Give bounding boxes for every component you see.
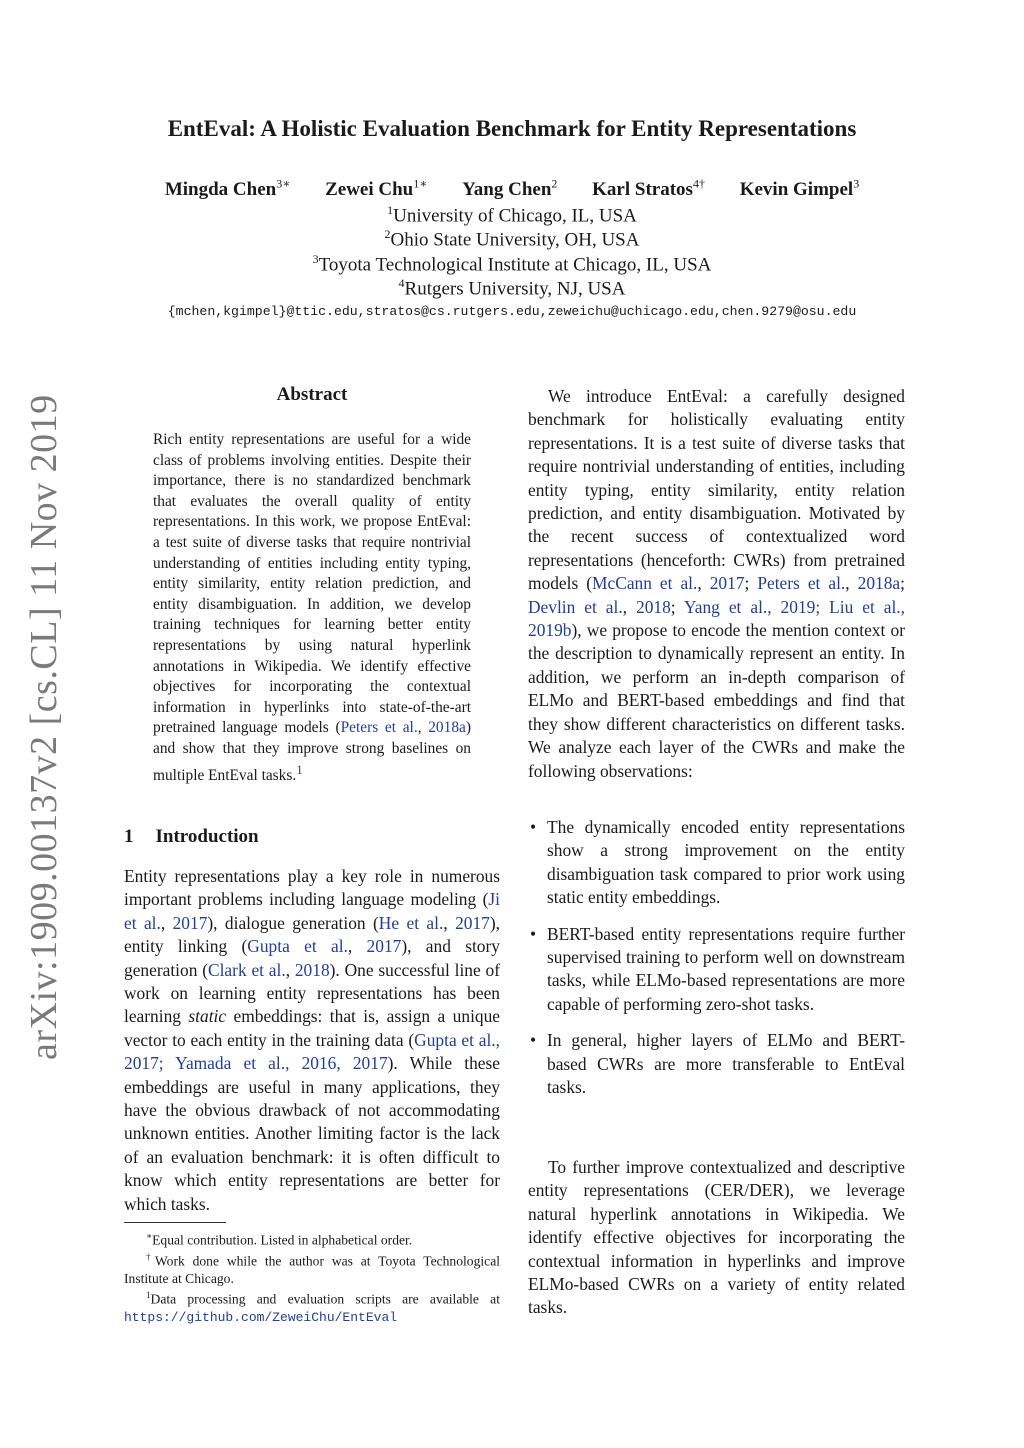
citation-link[interactable]: Peters et al. <box>340 719 418 737</box>
author: Mingda Chen$^{3∗}$ <box>164 177 291 201</box>
footnote-rule <box>124 1222 226 1223</box>
citation-link[interactable]: 2017 <box>709 573 745 594</box>
contribution-paragraph: We introduce EntEval: a carefully designed benchmark for holistically evaluating entity representations. It is a test suite of diverse tasks that require nontrivial understanding of entities, including entity typing, entity similarity, entity relation prediction, and entity disambiguation. Motivated by the recent success of contextualized word representations (henceforth: CWRs) from pretrained models (McCann et al., 2017; Peters et al., 2018a; Devlin et al., 2018; Yang et al., 2019; Liu et al., 2019b), we propose to encode the mention context or the description to dynamically represent an entity. In addition, we perform an in-depth comparison of ELMo and BERT-based embeddings and find that they show different characteristics on different tasks. We analyze each layer of the CWRs and make the following observations: <box>528 386 905 781</box>
citation-link[interactable]: 2017 <box>366 936 402 957</box>
author-emails: {mchen,kgimpel}@ttic.edu,stratos@cs.rutgers.edu,zeweichu@uchicago.edu,chen.9279@osu.edu <box>167 304 857 319</box>
list-item: • In general, higher layers of ELMo and BERT-based CWRs are more transferable to EntEval tasks. <box>530 1030 905 1098</box>
author: Zewei Chu$^{1∗}$ <box>325 177 428 201</box>
footnote-ref[interactable]: 1 <box>296 762 303 777</box>
citation-link[interactable]: 2018a <box>857 573 901 594</box>
footnote: †Work done while the author was at Toyota Technological Institute at Chicago. <box>124 1251 501 1286</box>
citation-link[interactable]: McCann et al. <box>592 573 698 594</box>
section-heading-introduction: 1 Introduction <box>124 826 259 847</box>
affiliation: $^2$Ohio State University, OH, USA <box>384 227 640 251</box>
bullet-icon: • <box>530 923 537 944</box>
citation-link[interactable]: Clark et al. <box>208 959 286 980</box>
citation-link[interactable]: 2018 <box>636 596 671 617</box>
author: Kevin Gimpel$^3$ <box>739 177 860 201</box>
citation-link[interactable]: Gupta et al., 2017; Yamada et al., 2016, 2017 <box>124 1029 500 1074</box>
footnotes <box>124 1228 500 1327</box>
list-item: • BERT-based entity representations require further supervised training to perform well on downstream tasks, while ELMo-based representations are more capable of performing zero-shot tasks. <box>530 923 905 1014</box>
abstract-heading: Abstract <box>276 384 348 405</box>
citation-link[interactable]: 2018 <box>294 959 330 980</box>
citation-link[interactable]: 2018a <box>428 719 466 737</box>
observations-list <box>528 816 905 1112</box>
citation-link[interactable]: Yang et al., 2019; Liu et al., 2019b <box>528 596 905 641</box>
citation-link[interactable]: He et al. <box>378 912 444 933</box>
citation-link[interactable]: Gupta et al. <box>247 936 348 957</box>
citation-link[interactable]: 2017 <box>455 912 490 933</box>
bullet-icon: • <box>530 1030 537 1051</box>
citation-link[interactable]: Devlin et al. <box>528 596 623 617</box>
abstract-body: Rich entity representations are useful for a wide class of problems involving entities. Despite their importance, there is no standardized benchmark that evaluates the overall quality of entity representations. In this work, we propose EntEval: a test suite of diverse tasks that require nontrivial understanding of entities including entity typing, entity similarity, entity relation prediction, and entity disambiguation. In addition, we develop training techniques for learning better entity representations by using natural hyperlink annotations in Wikipedia. We identify effective objectives for incorporating the contextual information in hyperlinks into state-of-the-art pretrained language models (Peters et al., 2018a) and show that they improve strong baselines on multiple EntEval tasks.$^1$ <box>153 431 471 784</box>
citation-link[interactable]: 2017 <box>172 912 208 933</box>
improvement-paragraph: To further improve contextualized and descriptive entity representations (CER/DER), we leverage natural hyperlink annotations in Wikipedia. We identify effective objectives for incorporating the contextual information in hyperlinks and improve ELMo-based CWRs on a variety of entity related tasks. <box>528 1157 905 1318</box>
affiliation: $^4$Rutgers University, NJ, USA <box>398 276 626 300</box>
introduction-paragraph: Entity representations play a key role in numerous important problems including language modeling (Ji et al., 2017), dialogue generation (He et al., 2017), entity linking (Gupta et al., 2017), and story generation (Clark et al., 2018). One successful line of work on learning entity representations has been learning static embeddings: that is, assign a unique vector to each entity in the training data (Gupta et al., 2017; Yamada et al., 2016, 2017). While these embeddings are useful in many applications, they have the obvious drawback of not accommodating unknown entities. Another limiting factor is the lack of an evaluation benchmark: it is often difficult to know which entity representations are better for which tasks. <box>124 866 501 1214</box>
paper-title: EntEval: A Holistic Evaluation Benchmark for Entity Representations <box>167 116 857 141</box>
citation-link[interactable]: Ji et al. <box>124 889 500 933</box>
list-item: • The dynamically encoded entity representations show a strong improvement on the entity disambiguation task compared to prior work using static entity embeddings. <box>530 817 905 908</box>
author: Yang Chen$^2$ <box>462 177 558 201</box>
author: Karl Stratos$^{4\dagger}$ <box>592 177 705 201</box>
arxiv-identifier: arXiv:1909.00137v2 [cs.CL] 11 Nov 2019 <box>23 394 65 1060</box>
citation-link[interactable]: Peters et al. <box>757 573 846 594</box>
footnote: $^1$Data processing and evaluation scripts are available at https://github.com/ZeweiChu/EntEval <box>124 1290 500 1326</box>
bullet-icon: • <box>530 817 537 837</box>
author-list <box>0 177 1024 201</box>
repository-link[interactable]: https://github.com/ZeweiChu/EntEval <box>124 1310 398 1326</box>
footnote: ∗Equal contribution. Listed in alphabetical order. <box>146 1231 413 1248</box>
affiliation: $^1$University of Chicago, IL, USA <box>387 203 637 227</box>
affiliation: $^3$Toyota Technological Institute at Chicago, IL, USA <box>312 252 712 276</box>
